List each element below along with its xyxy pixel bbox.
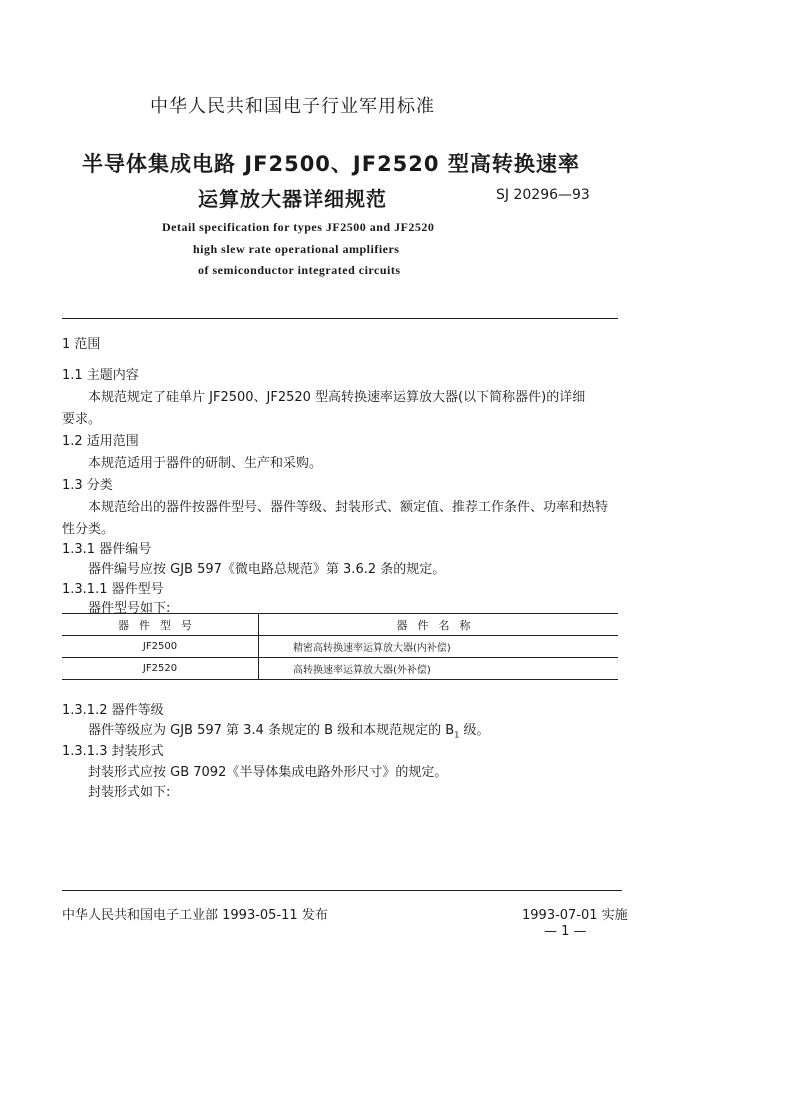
table-row [62,658,618,680]
issuer-info: 中华人民共和国电子工业部 1993-05-11 发布 [62,908,328,923]
section-1-1-text-cont: 要求。 [62,412,102,427]
english-title-line1: Detail specification for types JF2500 and JF2520 [162,220,435,234]
standard-number: SJ 20296—93 [496,187,590,203]
section-1-3-1-3-heading: 1.3.1.3 封装形式 [62,744,164,759]
document-title-line2: 运算放大器详细规范 [198,187,387,211]
table-header-name: 器件名称 [259,614,619,636]
table-cell-name: 高转换速率运算放大器(外补偿) [259,658,619,680]
table-cell-name: 精密高转换速率运算放大器(内补偿) [259,636,619,658]
section-1-1-text: 本规范规定了硅单片 JF2500、JF2520 型高转换速率运算放大器(以下简称器件)的详细 [88,390,586,405]
grade-subscript: 1 [454,730,460,740]
section-1-3-1-3-text2: 封装形式如下: [88,785,171,800]
section-1-3-text-cont: 性分类。 [62,522,115,537]
footer-divider [62,890,622,891]
section-1-2-heading: 1.2 适用范围 [62,434,139,449]
grade-text: 器件等级应为 GJB 597 第 3.4 条规定的 B 级和本规范规定的 B [88,723,455,738]
section-1-3-text: 本规范给出的器件按器件型号、器件等级、封装形式、额定值、推荐工作条件、功率和热特 [88,500,609,515]
section-1-3-1-3-text: 封装形式应按 GB 7092《半导体集成电路外形尺寸》的规定。 [88,765,448,780]
document-title-line1: 半导体集成电路 JF2500、JF2520 型高转换速率 [82,152,580,176]
section-1-2-text: 本规范适用于器件的研制、生产和采购。 [88,456,323,471]
table-cell-model: JF2520 [62,658,259,680]
section-1-3-1-heading: 1.3.1 器件编号 [62,542,152,557]
english-title-line2: high slew rate operational amplifiers [193,242,400,256]
section-1-1-heading: 1.1 主题内容 [62,368,139,383]
section-1-3-heading: 1.3 分类 [62,478,113,493]
section-1-3-1-1-text: 器件型号如下: [88,601,171,616]
section-1-3-1-2-heading: 1.3.1.2 器件等级 [62,703,164,718]
grade-text-end: 级。 [459,723,490,738]
header-divider [62,318,618,319]
section-1-3-1-1-heading: 1.3.1.1 器件型号 [62,582,164,597]
device-model-table [62,613,618,680]
standard-category: 中华人民共和国电子行业军用标准 [150,96,435,117]
effective-date: 1993-07-01 实施 [522,908,628,923]
english-title-line3: of semiconductor integrated circuits [198,263,401,277]
table-cell-model: JF2500 [62,636,259,658]
table-header-row [62,614,618,636]
table-row [62,636,618,658]
section-1-3-1-2-text [88,719,489,740]
table-header-model: 器件型号 [62,614,259,636]
section-1-3-1-text: 器件编号应按 GJB 597《微电路总规范》第 3.6.2 条的规定。 [88,562,446,577]
page-number: — 1 — [544,924,587,939]
section-1-heading: 1 范围 [62,337,101,352]
